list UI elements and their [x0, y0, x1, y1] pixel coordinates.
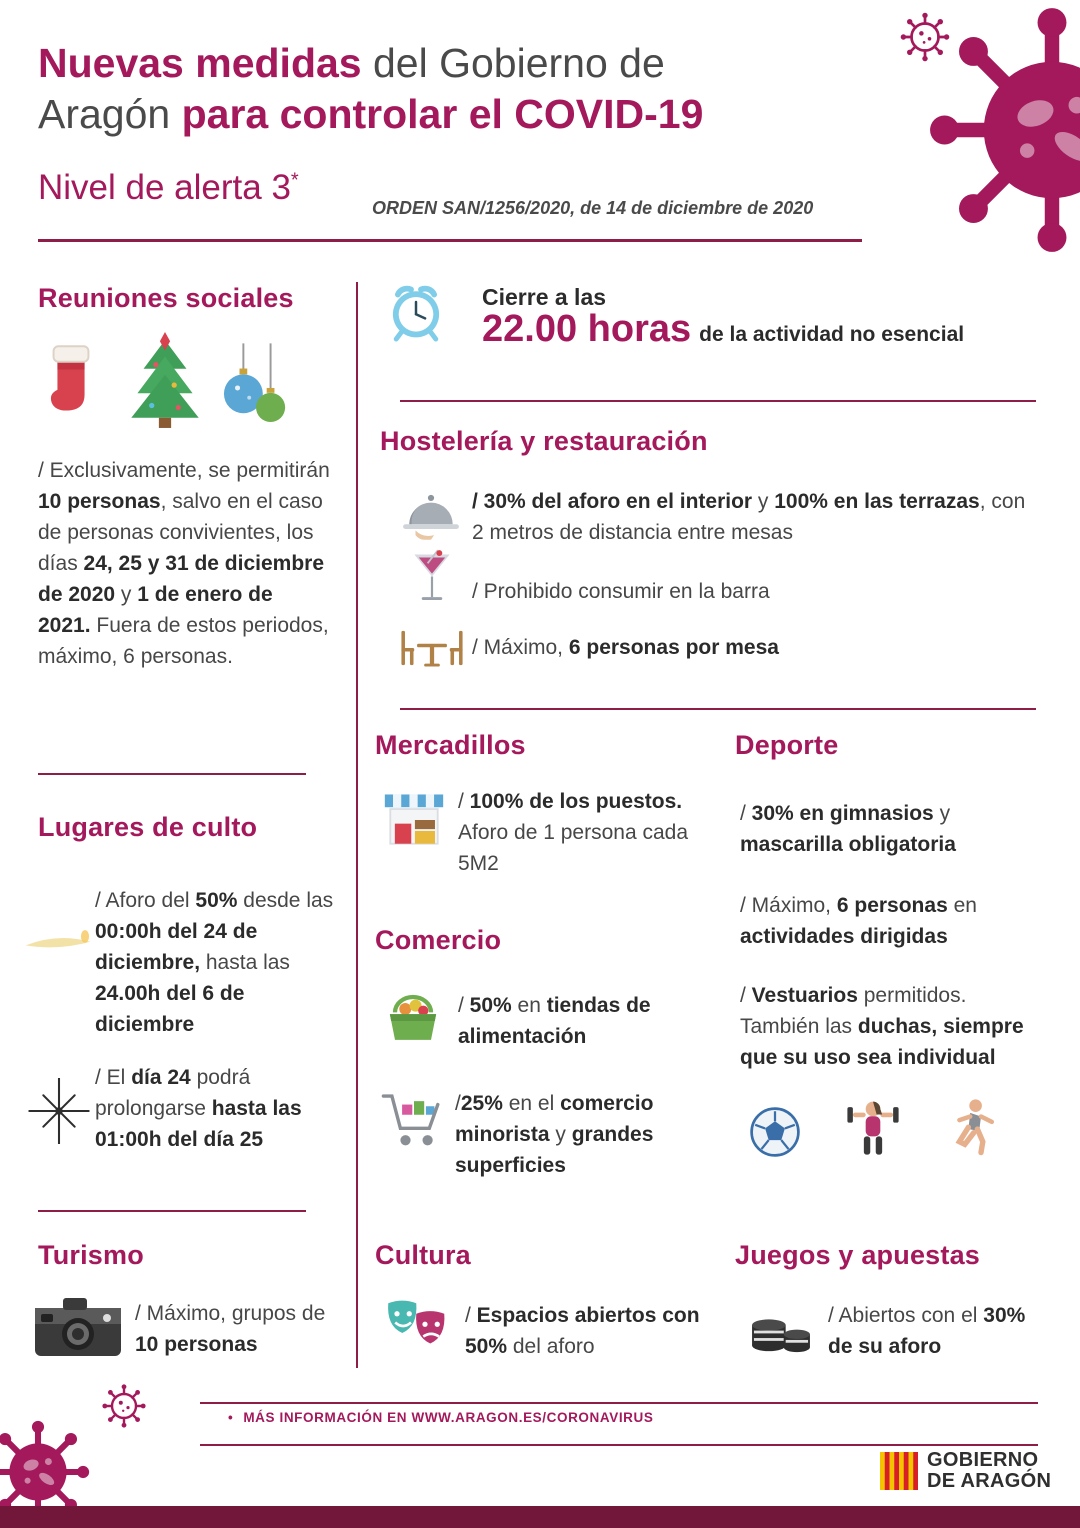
- poker-chips-icon: [748, 1297, 814, 1353]
- cocktail-icon: [410, 548, 454, 608]
- header-divider: [38, 239, 862, 242]
- closing-time: 22.00 horas: [482, 308, 692, 350]
- turismo-text: / Máximo, grupos de 10 personas: [135, 1302, 326, 1356]
- section-heading-turismo: Turismo: [38, 1240, 144, 1270]
- hosteleria-text-2: / Prohibido consumir en la barra: [472, 580, 770, 603]
- alarm-clock-icon: [383, 278, 449, 344]
- comercio-text-1: / 50% en tiendas de alimentación: [458, 994, 651, 1048]
- virus-icon-footer-small: [100, 1382, 148, 1430]
- footer-divider-top: [200, 1402, 1038, 1404]
- order-reference: ORDEN SAN/1256/2020, de 14 de diciembre de 2020: [372, 198, 814, 218]
- more-info: [228, 1410, 653, 1425]
- culto-text-2: / El día 24 podrá prolongarse hasta las 01:00h del día 25: [95, 1066, 302, 1151]
- mercadillos-text: / 100% de los puestos. Aforo de 1 persona cada 5M2: [458, 790, 688, 875]
- mid-divider-1: [400, 400, 1036, 402]
- candle-icon: [22, 922, 94, 958]
- section-heading-hosteleria: Hostelería y restauración: [380, 426, 708, 456]
- column-divider: [356, 282, 358, 1368]
- alert-level: Nivel de alerta 3*: [38, 168, 299, 207]
- christmas-tree-icon: [128, 332, 202, 430]
- gov-line-1: GOBIERNO: [927, 1449, 1039, 1471]
- left-divider-2: [38, 1210, 306, 1212]
- coronavirus-link[interactable]: WWW.ARAGON.ES/CORONAVIRUS: [411, 1410, 654, 1425]
- section-heading-culto: Lugares de culto: [38, 812, 258, 842]
- alert-asterisk: *: [290, 169, 299, 192]
- section-heading-deporte: Deporte: [735, 730, 839, 760]
- section-heading-juegos: Juegos y apuestas: [735, 1240, 981, 1270]
- weightlifting-icon: [845, 1098, 901, 1162]
- deporte-text-3: / Vestuarios permitidos. También las duchas, siempre que su uso sea individual: [740, 984, 1024, 1069]
- christmas-stocking-icon: [40, 342, 102, 428]
- gov-line-2: DE ARAGÓN: [927, 1470, 1052, 1492]
- market-stall-icon: [383, 792, 445, 848]
- section-heading-mercadillos: Mercadillos: [375, 730, 526, 760]
- title-line-2: Aragón para controlar el COVID-19: [38, 91, 704, 137]
- left-divider-1: [38, 773, 306, 775]
- closing-time-line: [482, 308, 964, 351]
- footer-divider-bottom: [200, 1444, 1038, 1446]
- shopping-cart-icon: [380, 1088, 448, 1150]
- camera-icon: [33, 1296, 123, 1360]
- reuniones-text: / Exclusivamente, se permitirán 10 personas, salvo en el caso de personas convivientes, los días 24, 25 y 31 de diciembre de 2020 y 1 de enero de 2021. Fuera de estos periodos, máximo, 6 personas.: [38, 459, 330, 668]
- gobierno-aragon-logo: [880, 1450, 1051, 1492]
- cultura-text: / Espacios abiertos con 50% del aforo: [465, 1304, 700, 1358]
- gobierno-aragon-wordmark: [927, 1450, 1051, 1492]
- culto-text-1: / Aforo del 50% desde las 00:00h del 24 de diciembre, hasta las 24.00h del 6 de diciembre: [95, 889, 334, 1036]
- grocery-basket-icon: [383, 988, 443, 1042]
- hosteleria-text-1: / 30% del aforo en el interior y 100% en las terrazas, con 2 metros de distancia entre mesas: [472, 490, 1026, 544]
- running-icon: [945, 1098, 999, 1162]
- soccer-ball-icon: [748, 1105, 802, 1159]
- section-heading-comercio: Comercio: [375, 925, 502, 955]
- section-heading-cultura: Cultura: [375, 1240, 471, 1270]
- theater-masks-icon: [383, 1298, 453, 1354]
- juegos-text: / Abiertos con el 30% de su aforo: [828, 1304, 1026, 1358]
- table-chairs-icon: [400, 626, 464, 670]
- virus-illustration-large: [928, 6, 1080, 254]
- bottom-bar: [0, 1506, 1080, 1528]
- section-heading-reuniones: Reuniones sociales: [38, 283, 294, 313]
- closing-scope: de la actividad no esencial: [699, 323, 965, 346]
- comercio-text-2: /25% en el comercio minorista y grandes superficies: [455, 1092, 654, 1177]
- page-title: [38, 38, 703, 140]
- serving-dish-icon: [400, 490, 462, 540]
- aragon-flag-icon: [880, 1452, 918, 1490]
- mid-divider-2: [400, 708, 1036, 710]
- closing-label: Cierre a las: [482, 284, 607, 310]
- deporte-text-2: / Máximo, 6 personas en actividades dirigidas: [740, 894, 977, 948]
- more-info-label: MÁS INFORMACIÓN EN: [243, 1410, 412, 1425]
- title-line-1: Nuevas medidas del Gobierno de: [38, 40, 665, 86]
- hosteleria-text-3: / Máximo, 6 personas por mesa: [472, 636, 779, 659]
- deporte-text-1: / 30% en gimnasios y mascarilla obligatoria: [740, 802, 956, 856]
- star-icon: [26, 1078, 92, 1144]
- ornaments-icon: [222, 342, 290, 432]
- bullet: •: [228, 1410, 234, 1425]
